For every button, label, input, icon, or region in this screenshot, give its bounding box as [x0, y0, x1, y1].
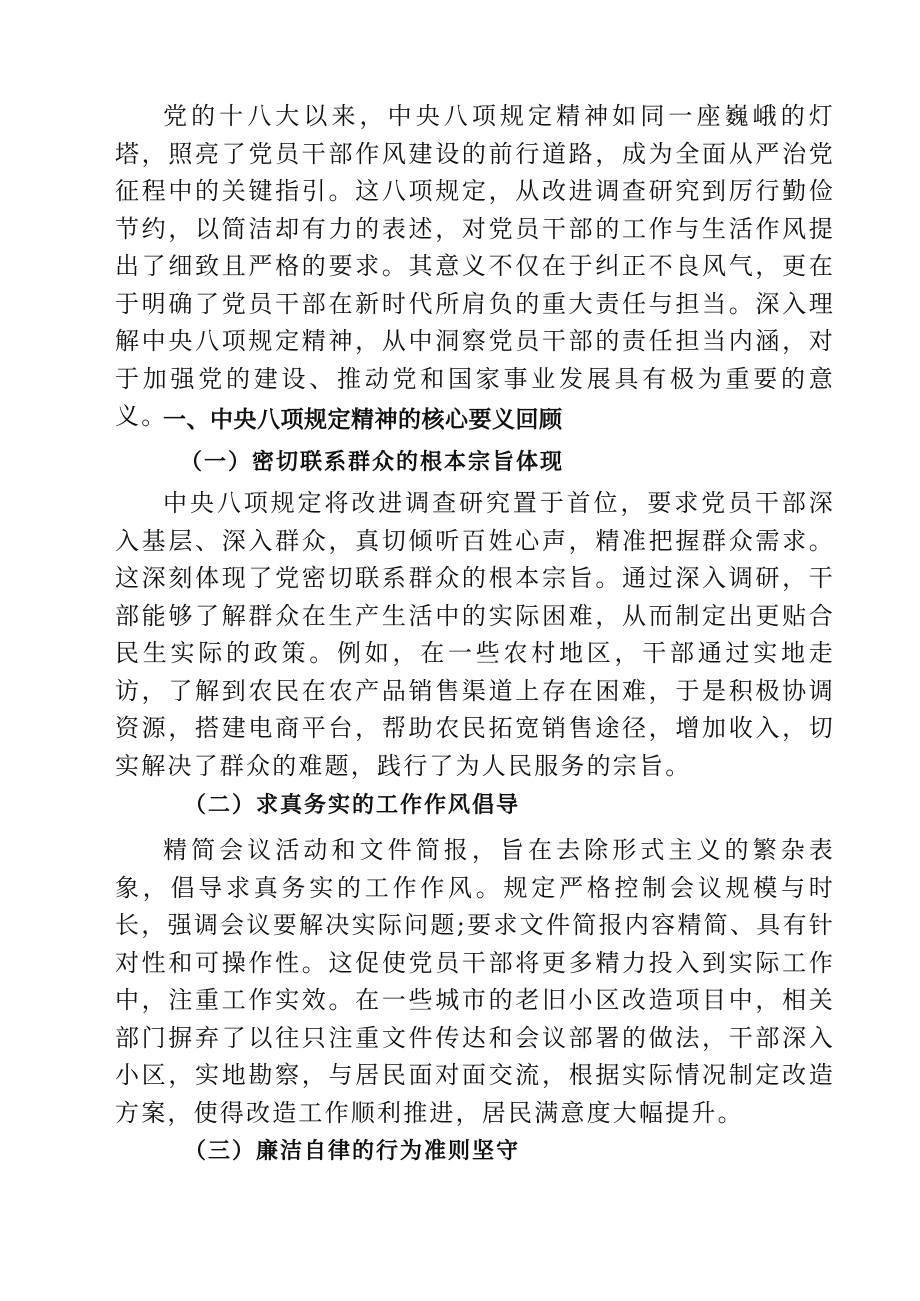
subsection-heading-3: （三）廉洁自律的行为准则坚守 [184, 1138, 521, 1164]
subsection-1-paragraph: 中央八项规定将改进调查研究置于首位，要求党员干部深入基层、深入群众，真切倾听百姓心声，精准把握群众需求。这深刻体现了党密切联系群众的根本宗旨。通过深入调研，干部能够了解群众在生产生活中的实际困难，从而制定出更贴合民生实际的政策。例如，在一些农村地区，干部通过实地走访，了解到农民在农产品销售渠道上存在困难，于是积极协调资源，搭建电商平台，帮助农民拓宽销售途径，增加收入，切实解决了群众的难题，践行了为人民服务的宗旨。 [115, 489, 835, 780]
intro-paragraph: 党的十八大以来，中央八项规定精神如同一座巍峨的灯塔，照亮了党员干部作风建设的前行道路，成为全面从严治党征程中的关键指引。这八项规定，从改进调查研究到厉行勤俭节约，以简洁却有力的表述，对党员干部的工作与生活作风提出了细致且严格的要求。其意义不仅在于纠正不良风气，更在于明确了党员干部在新时代所肩负的重大责任与担当。深入理解中央八项规定精神，从中洞察党员干部的责任担当内涵，对于加强党的建设、推动党和国家事业发展具有极为重要的意义。 [115, 102, 835, 430]
subsection-heading-2: （二）求真务实的工作作风倡导 [184, 792, 521, 818]
subsection-heading-1: （一）密切联系群众的根本宗旨体现 [180, 449, 565, 475]
subsection-2-paragraph: 精简会议活动和文件简报，旨在去除形式主义的繁杂表象，倡导求真务实的工作作风。规定严格控制会议规模与时长，强调会议要解决实际问题;要求文件简报内容精简、具有针对性和可操作性。这促使党员干部将更多精力投入到实际工作中，注重工作实效。在一些城市的老旧小区改造项目中，相关部门摒弃了以往只注重文件传达和会议部署的做法，干部深入小区，实地勘察，与居民面对面交流，根据实际情况制定改造方案，使得改造工作顺利推进，居民满意度大幅提升。 [115, 836, 835, 1127]
section-heading-1: 一、中央八项规定精神的核心要义回顾 [163, 407, 563, 433]
